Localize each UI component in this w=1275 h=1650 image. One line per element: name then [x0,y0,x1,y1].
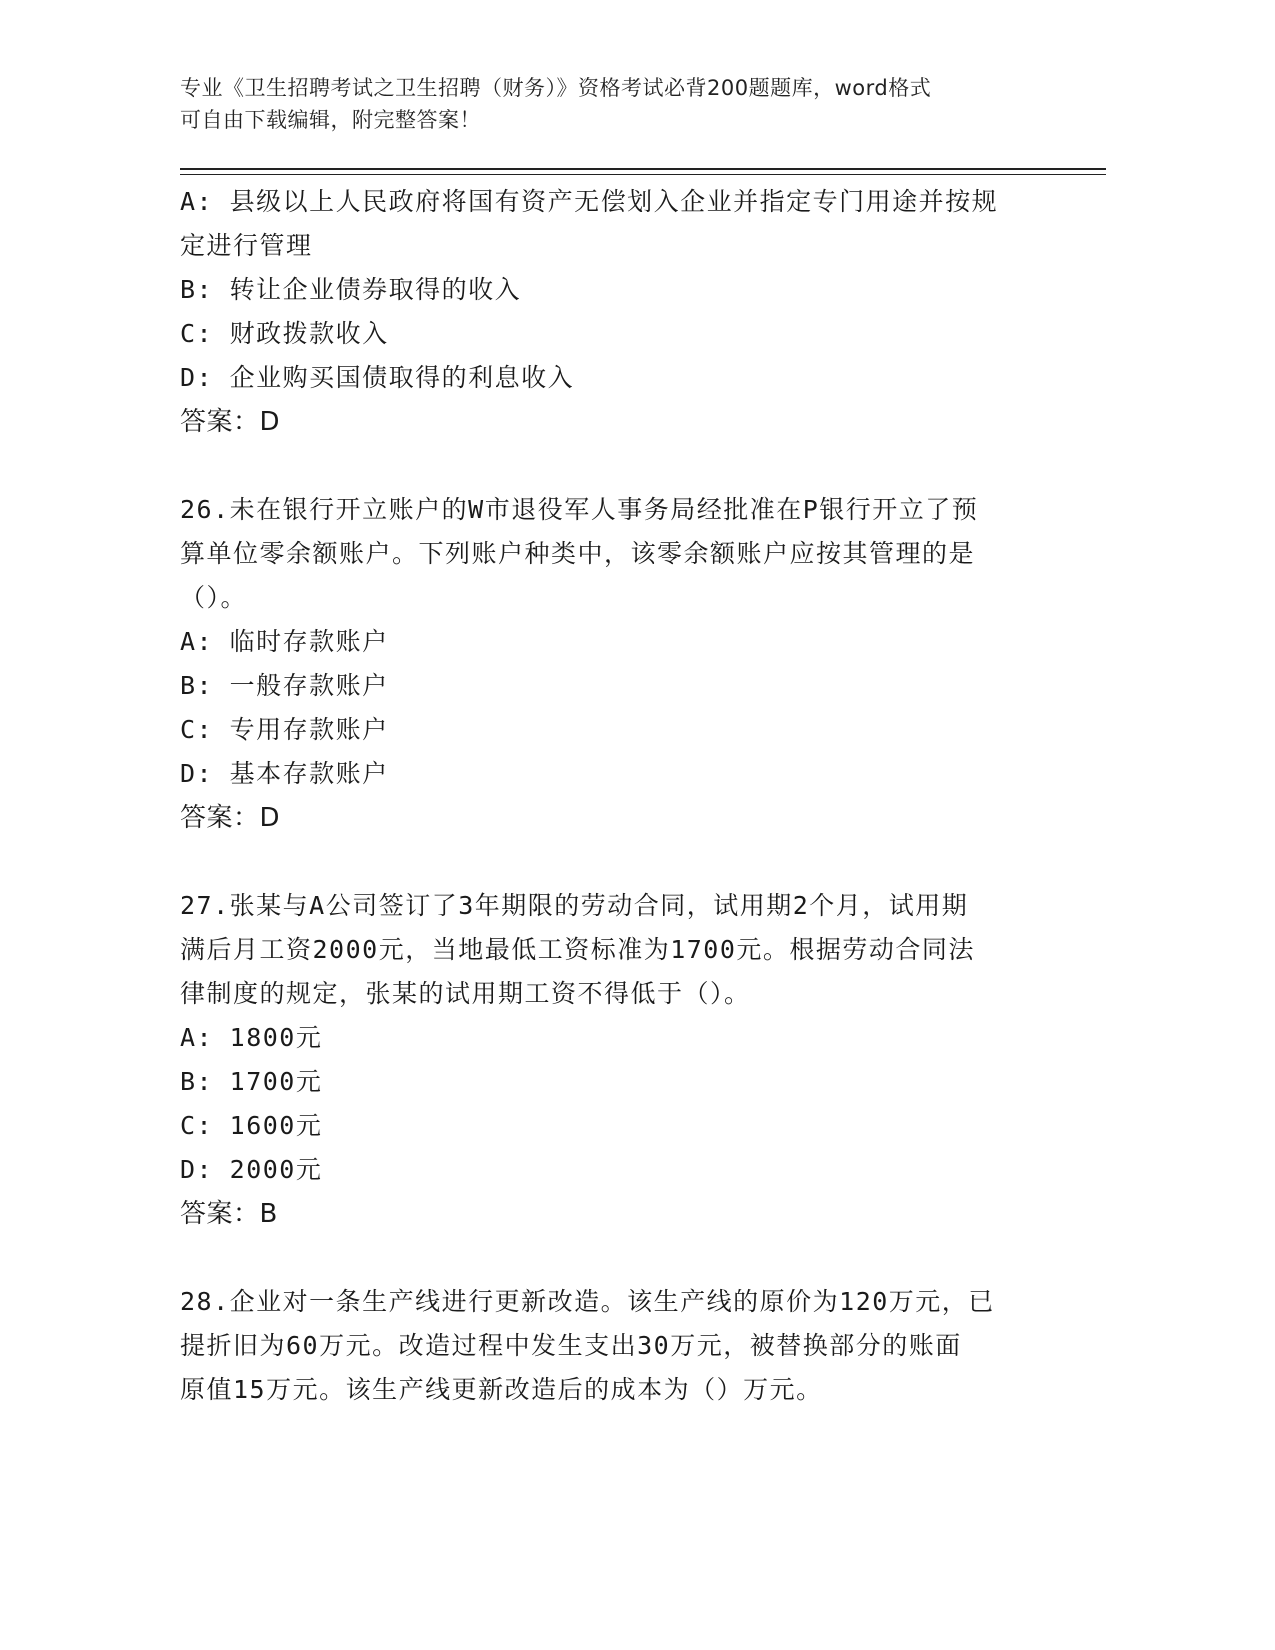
option-b: B: 1700元 [180,1067,323,1096]
answer-label: 答案：D [180,803,281,833]
question-stem: 26.未在银行开立账户的W市退役军人事务局经批准在P银行开立了预 [180,495,979,524]
question-stem: 律制度的规定，张某的试用期工资不得低于（）。 [180,979,751,1008]
header-title-line-1: 专业《卫生招聘考试之卫生招聘（财务）》资格考试必背200题题库，word格式 [180,76,932,100]
option-a-continued: 定进行管理 [180,231,313,260]
spacer [180,840,1030,884]
header-divider-thick [180,168,1106,170]
question-28 [180,1280,1030,1412]
option-a: A: 县级以上人民政府将国有资产无偿划入企业并指定专门用途并按规 [180,187,999,216]
option-d: D: 2000元 [180,1155,323,1184]
question-27 [180,884,1030,1236]
header-divider-thin [180,174,1106,175]
spacer [180,444,1030,488]
answer-label: 答案：D [180,407,281,437]
option-a: A: 1800元 [180,1023,323,1052]
header-title-line-2: 可自由下载编辑，附完整答案！ [180,108,481,132]
option-c: C: 财政拨款收入 [180,319,389,348]
question-stem: 满后月工资2000元，当地最低工资标准为1700元。根据劳动合同法 [180,935,975,964]
question-stem: 算单位零余额账户。下列账户种类中，该零余额账户应按其管理的是 [180,539,976,568]
question-stem: 原值15万元。该生产线更新改造后的成本为（）万元。 [180,1375,823,1404]
question-stem: 27.张某与A公司签订了3年期限的劳动合同，试用期2个月，试用期 [180,891,969,920]
answer-label: 答案：B [180,1199,278,1229]
option-a: A: 临时存款账户 [180,627,389,656]
question-content [180,180,1030,1412]
question-26 [180,488,1030,840]
question-25 [180,180,1030,444]
option-c: C: 专用存款账户 [180,715,389,744]
option-b: B: 一般存款账户 [180,671,389,700]
question-stem: 28.企业对一条生产线进行更新改造。该生产线的原价为120万元，已 [180,1287,995,1316]
spacer [180,1236,1030,1280]
document-header [180,72,1040,136]
question-stem: （）。 [180,583,248,612]
option-b: B: 转让企业债券取得的收入 [180,275,522,304]
question-stem: 提折旧为60万元。改造过程中发生支出30万元，被替换部分的账面 [180,1331,962,1360]
option-d: D: 企业购买国债取得的利息收入 [180,363,575,392]
option-d: D: 基本存款账户 [180,759,389,788]
option-c: C: 1600元 [180,1111,323,1140]
